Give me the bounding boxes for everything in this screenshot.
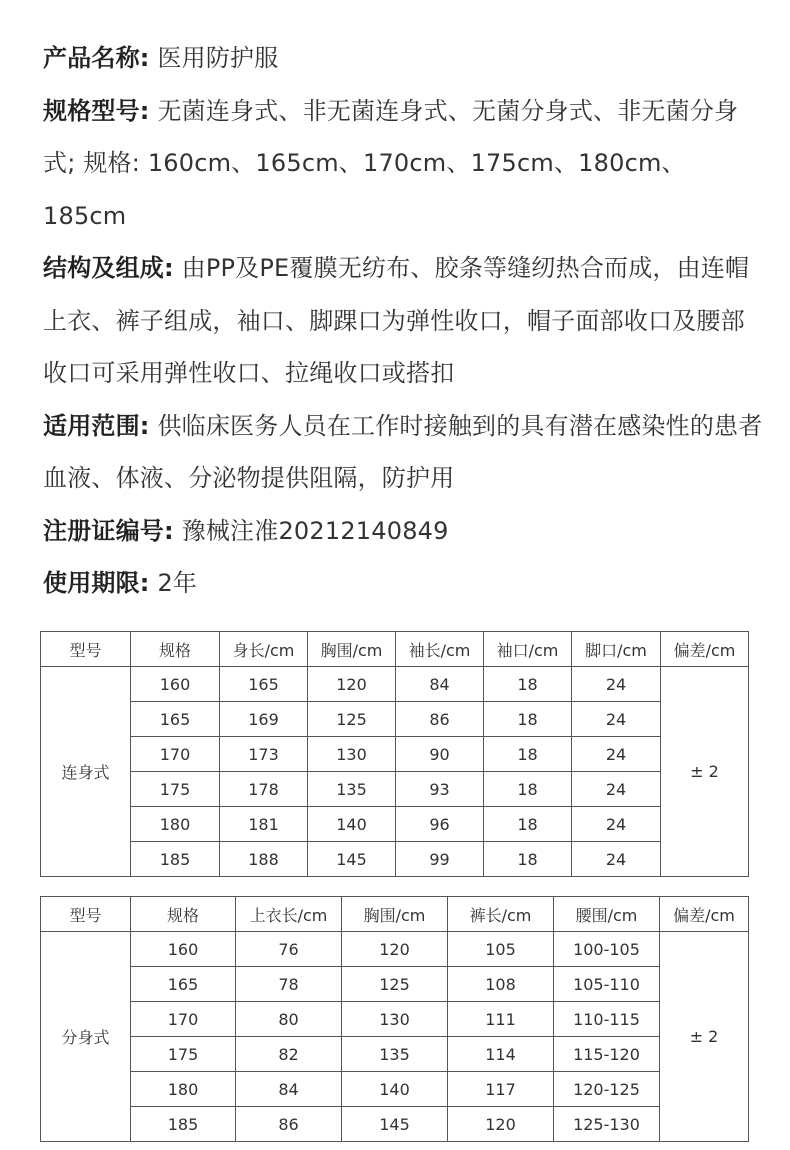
spec-structure [43, 242, 763, 400]
table-cell: 93 [396, 772, 484, 807]
table-cell: 165 [131, 702, 220, 737]
header-cell: 身长/cm [220, 632, 308, 667]
header-cell: 胸围/cm [342, 897, 448, 932]
spec-label: 规格型号: [43, 96, 150, 125]
header-cell: 袖口/cm [484, 632, 572, 667]
spec-value: 供临床医务人员在工作时接触到的具有潜在感染性的患者血液、体液、分泌物提供阻隔，防护用 [43, 411, 763, 492]
table-cell: 18 [484, 702, 572, 737]
table-row [41, 807, 749, 842]
spec-value: 医用防护服 [149, 44, 279, 72]
header-cell: 型号 [41, 897, 131, 932]
table-cell: 80 [236, 1002, 342, 1037]
table-row [41, 1107, 749, 1142]
table-cell: 110-115 [554, 1002, 660, 1037]
header-cell: 脚口/cm [572, 632, 661, 667]
table-cell: 135 [342, 1037, 448, 1072]
table-cell: 165 [220, 667, 308, 702]
table-cell: 18 [484, 807, 572, 842]
table-cell: 170 [131, 737, 220, 772]
table-row [41, 1072, 749, 1107]
table-cell: 105-110 [554, 967, 660, 1002]
header-cell: 偏差/cm [661, 632, 749, 667]
table-cell: 18 [484, 772, 572, 807]
table-cell: 135 [308, 772, 396, 807]
spec-label: 产品名称: [43, 44, 150, 72]
table-cell: 108 [448, 967, 554, 1002]
spec-scope [43, 400, 763, 505]
split-suit-size-table [40, 896, 749, 1142]
spec-model [43, 85, 763, 243]
header-cell: 偏差/cm [660, 897, 749, 932]
spec-value: 由PP及PE覆膜无纺布、胶条等缝纫热合而成，由连帽上衣、裤子组成，袖口、脚踝口为弹性收口，帽子面部收口及腰部收口可采用弹性收口、拉绳收口或搭扣 [43, 254, 750, 387]
header-cell: 袖长/cm [396, 632, 484, 667]
table-cell: 86 [236, 1107, 342, 1142]
table-cell: 120 [448, 1107, 554, 1142]
spec-value: 豫械注准20212140849 [173, 516, 449, 545]
deviation-cell: ± 2 [660, 932, 749, 1142]
spec-label: 使用期限: [43, 569, 150, 597]
table-cell: 18 [484, 737, 572, 772]
table-cell: 175 [131, 1037, 236, 1072]
table-row [41, 932, 749, 967]
table-cell: 115-120 [554, 1037, 660, 1072]
spec-value: 无菌连身式、非无菌连身式、无菌分身式、非无菌分身式; 规格: 160cm、165cm、170cm、175cm、180cm、185cm [43, 96, 739, 230]
table-row [41, 1002, 749, 1037]
table-cell: 18 [484, 667, 572, 702]
table-row [41, 1037, 749, 1072]
table-cell: 84 [396, 667, 484, 702]
table-cell: 130 [308, 737, 396, 772]
deviation-cell: ± 2 [661, 667, 749, 877]
table-cell: 24 [572, 667, 661, 702]
table-cell: 170 [131, 1002, 236, 1037]
table-cell: 175 [131, 772, 220, 807]
table-cell: 120 [308, 667, 396, 702]
table-cell: 105 [448, 932, 554, 967]
table-cell: 125-130 [554, 1107, 660, 1142]
spec-value: 2年 [149, 569, 198, 597]
header-cell: 上衣长/cm [236, 897, 342, 932]
table-cell: 180 [131, 807, 220, 842]
table-cell: 120 [342, 932, 448, 967]
table-cell: 181 [220, 807, 308, 842]
table-cell: 100-105 [554, 932, 660, 967]
spec-label: 结构及组成: [43, 254, 174, 282]
table-row [41, 702, 749, 737]
table-cell: 114 [448, 1037, 554, 1072]
table-cell: 84 [236, 1072, 342, 1107]
table-cell: 165 [131, 967, 236, 1002]
table-row [41, 737, 749, 772]
table-cell: 99 [396, 842, 484, 877]
type-cell: 分身式 [41, 932, 131, 1142]
table-cell: 18 [484, 842, 572, 877]
table-cell: 140 [308, 807, 396, 842]
table-cell: 117 [448, 1072, 554, 1107]
table-cell: 82 [236, 1037, 342, 1072]
table-cell: 111 [448, 1002, 554, 1037]
table-cell: 173 [220, 737, 308, 772]
table-cell: 24 [572, 772, 661, 807]
table-cell: 86 [396, 702, 484, 737]
table-cell: 145 [308, 842, 396, 877]
table-cell: 185 [131, 842, 220, 877]
table-cell: 188 [220, 842, 308, 877]
table-row [41, 842, 749, 877]
table-cell: 24 [572, 737, 661, 772]
table-cell: 24 [572, 842, 661, 877]
spec-label: 注册证编号: [43, 516, 174, 545]
table-cell: 185 [131, 1107, 236, 1142]
table-cell: 125 [342, 967, 448, 1002]
header-cell: 规格 [131, 632, 220, 667]
coverall-size-table [40, 631, 749, 877]
spec-validity [43, 557, 763, 610]
table-cell: 125 [308, 702, 396, 737]
table-cell: 180 [131, 1072, 236, 1107]
table-cell: 90 [396, 737, 484, 772]
header-cell: 裤长/cm [448, 897, 554, 932]
table-cell: 178 [220, 772, 308, 807]
table-cell: 78 [236, 967, 342, 1002]
type-cell: 连身式 [41, 667, 131, 877]
header-cell: 规格 [131, 897, 236, 932]
table-cell: 160 [131, 932, 236, 967]
table-row [41, 967, 749, 1002]
product-spec [43, 32, 763, 610]
spec-product-name [43, 32, 763, 85]
table-row [41, 667, 749, 702]
table-cell: 24 [572, 702, 661, 737]
table-header-row [41, 632, 749, 667]
table-cell: 169 [220, 702, 308, 737]
header-cell: 胸围/cm [308, 632, 396, 667]
spec-label: 适用范围: [43, 411, 150, 440]
table-cell: 76 [236, 932, 342, 967]
table-cell: 120-125 [554, 1072, 660, 1107]
table-cell: 140 [342, 1072, 448, 1107]
table-cell: 145 [342, 1107, 448, 1142]
header-cell: 腰围/cm [554, 897, 660, 932]
table-cell: 96 [396, 807, 484, 842]
table-header-row [41, 897, 749, 932]
table-cell: 130 [342, 1002, 448, 1037]
spec-registration [43, 505, 763, 558]
table-cell: 160 [131, 667, 220, 702]
table-cell: 24 [572, 807, 661, 842]
table-row [41, 772, 749, 807]
header-cell: 型号 [41, 632, 131, 667]
